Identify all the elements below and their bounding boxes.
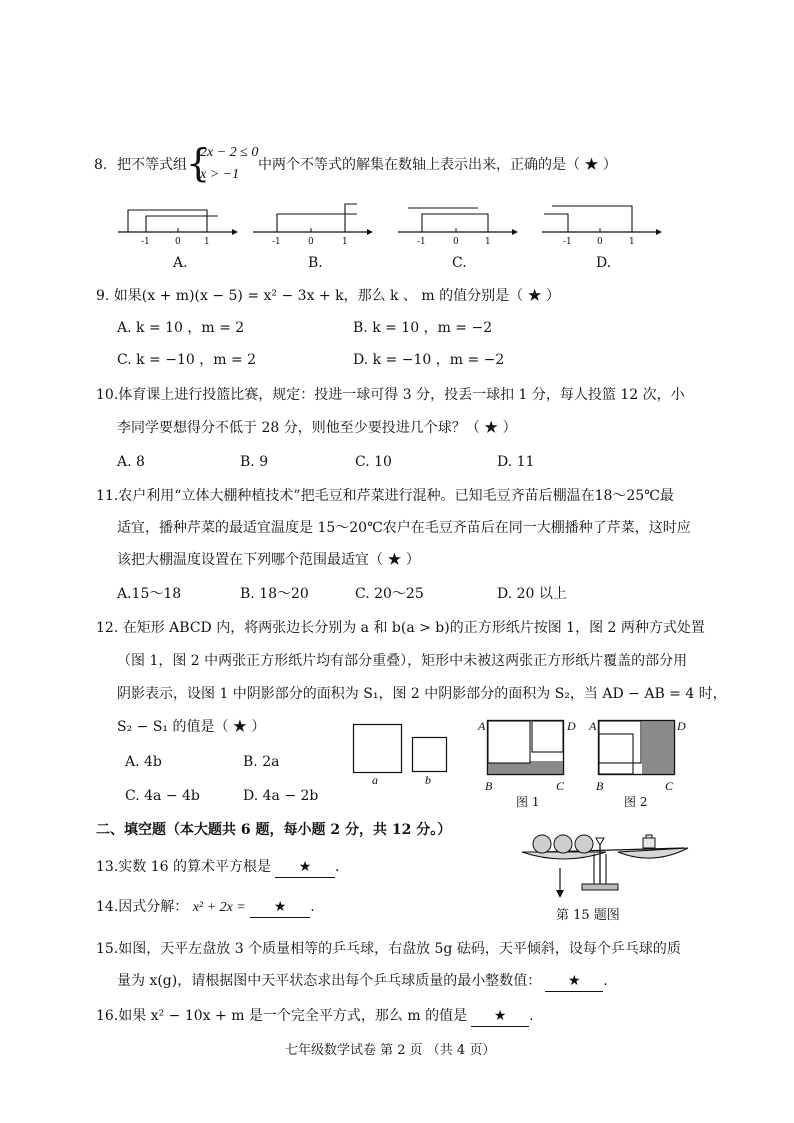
q8-inequality-1: 2x − 2 ≤ 0 (200, 145, 259, 160)
fig2-corner-c: C (665, 779, 674, 793)
q12-line-1: 12. 在矩形 ABCD 内，将两张边长分别为 a 和 b(a > b)的正方形纸片按图 1，图 2 两种方式处置 (96, 620, 705, 636)
q14-answer-blank[interactable]: ★ (250, 897, 310, 918)
q12-option-b[interactable]: B. 2a (243, 754, 280, 770)
q10-line-1: 10.体育课上进行投篮比赛，规定：投进一球可得 3 分，投丢一球扣 1 分，每人投篮 12 次，小 (96, 387, 685, 403)
fig1-corner-d: D (567, 719, 576, 733)
q15-line-1: 15.如图，天平左盘放 3 个质量相等的乒乓球，右盘放 5g 砝码，天平倾斜，设每个乒乓球的质 (96, 941, 681, 957)
q8-option-a[interactable]: A. (173, 255, 188, 271)
fig1-corner-a: A (478, 719, 486, 733)
q9-option-c[interactable]: C. k = −10 ，m = 2 (117, 352, 257, 368)
q11-option-d[interactable]: D. 20 以上 (497, 586, 567, 602)
tick-label: -1 (141, 237, 150, 247)
q16-stem: 16.如果 x² − 10x + m 是一个完全平方式，那么 m 的值是 (96, 1008, 468, 1024)
q8-option-d[interactable]: D. (596, 255, 612, 271)
q12-figure-1 (487, 720, 567, 776)
q15-figure-caption: 第 15 题图 (556, 908, 620, 923)
fig2-corner-b: B (596, 779, 604, 793)
tick-label: 1 (342, 237, 348, 247)
q12-square-a-label: a (372, 773, 378, 787)
q9-option-d[interactable]: D. k = −10 ，m = −2 (353, 352, 505, 368)
q8-text-after: 中两个不等式的解集在数轴上表示出来，正确的是（ ★ ） (258, 157, 617, 173)
q11-option-a[interactable]: A.15～18 (117, 586, 182, 602)
section-2-heading: 二、填空题（本大题共 6 题，每小题 2 分，共 12 分。） (96, 822, 452, 838)
q8-text-before: 把不等式组 (117, 157, 187, 173)
q8-option-b[interactable]: B. (308, 255, 323, 271)
q14-stem: 14.因式分解： (96, 899, 189, 915)
q15-line-2-wrap: 量为 x(g)，请根据图中天平状态求出每个乒乓球质量的最小整数值： ★ . (117, 971, 608, 992)
tick-label: -1 (272, 237, 281, 247)
q12-figure-2 (598, 720, 678, 776)
q8-number: 8. (94, 157, 108, 173)
q11-line-3: 该把大棚温度设置在下列哪个范围最适宜（ ★ ） (117, 552, 420, 568)
q16-answer-blank[interactable]: ★ (471, 1006, 529, 1027)
q12-option-a[interactable]: A. 4b (125, 754, 162, 770)
q11-option-b[interactable]: B. 18～20 (240, 586, 309, 602)
q14-expression: x² + 2x = (192, 900, 246, 915)
tick-label: 0 (175, 237, 181, 247)
fig2-corner-a: A (589, 719, 597, 733)
fig1-caption: 图 1 (516, 795, 540, 809)
q8-option-c[interactable]: C. (452, 255, 467, 271)
q10-line-2: 李同学要想得分不低于 28 分，则他至少要投进几个球？（ ★ ） (117, 420, 517, 436)
fig1-corner-c: C (556, 779, 565, 793)
ping-pong-ball (554, 835, 572, 853)
tick-label: 1 (485, 237, 491, 247)
fig1-corner-b: B (485, 779, 493, 793)
ping-pong-ball (533, 835, 551, 853)
q10-option-a[interactable]: A. 8 (117, 454, 145, 470)
tick-label: 1 (204, 237, 210, 247)
q8-inequality-2: x > −1 (200, 167, 240, 182)
tick-label: 0 (597, 237, 603, 247)
q10-option-d[interactable]: D. 11 (497, 454, 535, 470)
tick-label: 0 (308, 237, 314, 247)
tick-label: 0 (453, 237, 459, 247)
q13-answer-blank[interactable]: ★ (275, 857, 335, 878)
q15-answer-blank[interactable]: ★ (545, 971, 603, 992)
q14-text: 14.因式分解： x² + 2x = ★ . (96, 897, 315, 918)
q12-line-4: S₂ − S₁ 的值是（ ★ ） (117, 719, 266, 735)
q13-stem: 13.实数 16 的算术平方根是 (96, 859, 271, 875)
q15-balance-figure (518, 832, 693, 904)
tick-label: 1 (629, 237, 635, 247)
fig2-corner-d: D (677, 719, 686, 733)
q11-line-2: 适宜，播种芹菜的最适宜温度是 15～20℃农户在毛豆齐苗后在同一大棚播种了芹菜，这时应 (117, 520, 691, 536)
q8-brace: { (186, 141, 211, 185)
q16-text: 16.如果 x² − 10x + m 是一个完全平方式，那么 m 的值是 ★ . (96, 1006, 534, 1027)
q10-option-b[interactable]: B. 9 (240, 454, 269, 470)
q12-line-3: 阴影表示，设图 1 中阴影部分的面积为 S₁，图 2 中阴影部分的面积为 S₂，当 AD − AB = 4 时， (117, 686, 727, 702)
q12-option-c[interactable]: C. 4a − 4b (125, 788, 200, 804)
q9-option-b[interactable]: B. k = 10 ，m = −2 (353, 320, 493, 336)
q12-square-b-label: b (425, 773, 431, 787)
q9-stem: 9. 如果(x + m)(x − 5) = x² − 3x + k，那么 k 、 m 的值分别是（ ★ ） (96, 288, 561, 304)
tick-label: -1 (563, 237, 572, 247)
q11-option-c[interactable]: C. 20～25 (355, 586, 424, 602)
q11-line-1: 11.农户利用“立体大棚种植技术”把毛豆和芹菜进行混种。已知毛豆齐苗后棚温在18～25℃最 (96, 488, 674, 504)
page-footer: 七年级数学试卷 第 2 页 （共 4 页） (285, 1043, 496, 1058)
q12-square-a (353, 724, 403, 774)
q12-option-d[interactable]: D. 4a − 2b (243, 788, 319, 804)
q9-option-a[interactable]: A. k = 10 ，m = 2 (117, 320, 245, 336)
fig2-caption: 图 2 (624, 795, 648, 809)
q10-option-c[interactable]: C. 10 (355, 454, 392, 470)
q15-line-2: 量为 x(g)，请根据图中天平状态求出每个乒乓球质量的最小整数值： (117, 973, 542, 989)
q12-square-b (412, 737, 448, 773)
tick-label: -1 (417, 237, 426, 247)
q13-text: 13.实数 16 的算术平方根是 ★ . (96, 857, 339, 878)
q12-line-2: （图 1，图 2 中两张正方形纸片均有部分重叠），矩形中未被这两张正方形纸片覆盖的部分用 (117, 653, 688, 669)
ping-pong-ball (575, 835, 593, 853)
